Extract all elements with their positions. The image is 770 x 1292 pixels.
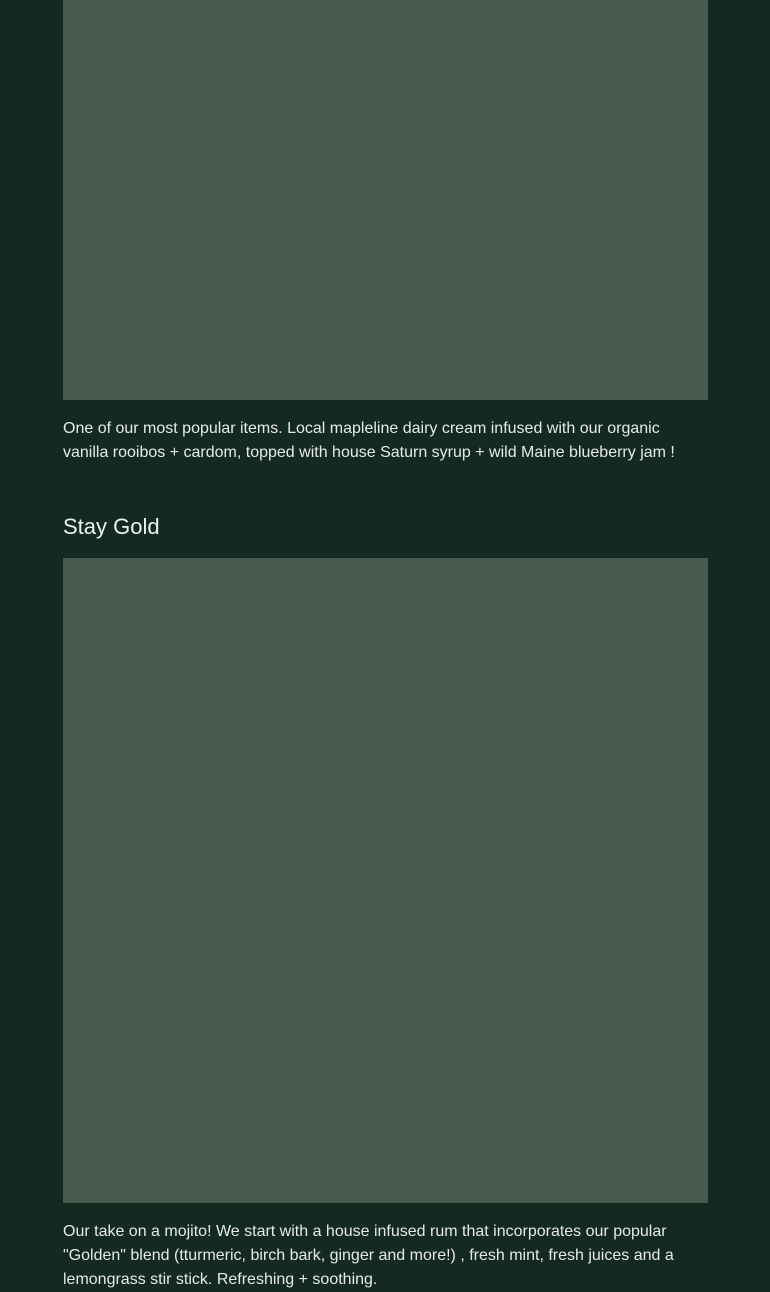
menu-item-title: Stay Gold xyxy=(63,514,160,539)
menu-item xyxy=(63,0,708,465)
menu-item xyxy=(63,512,708,1292)
menu-item-description: One of our most popular items. Local mapleline dairy cream infused with our organic vanilla rooibos + cardom, topped with house Saturn syrup + wild Maine blueberry jam ! xyxy=(63,420,675,461)
menu-item-image xyxy=(63,0,708,400)
menu-item-image xyxy=(63,558,708,1203)
menu-item-description: Our take on a mojito! We start with a house infused rum that incorporates our popular "Golden" blend (tturmeric, birch bark, ginger and more!) , fresh mint, fresh juices and a lemongrass stir stick. Refreshing + soothing. xyxy=(63,1223,674,1288)
